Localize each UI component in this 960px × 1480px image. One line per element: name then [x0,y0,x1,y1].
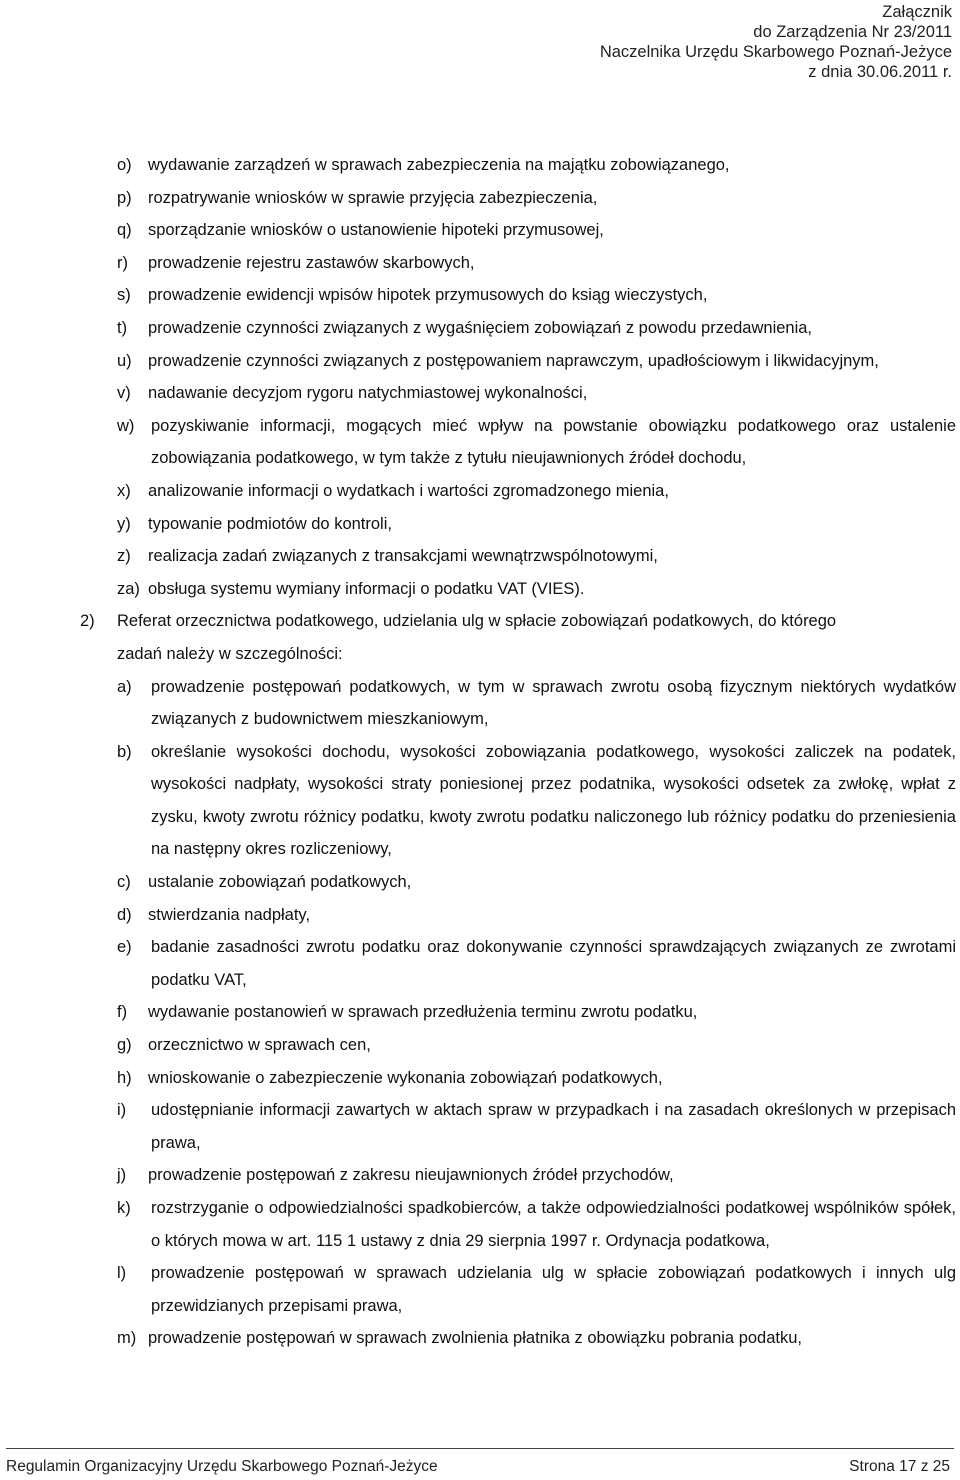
header-order-number: do Zarządzenia Nr 23/2011 [753,23,952,41]
list-item: g) orzecznictwo w sprawach cen, [117,1036,371,1055]
header-attachment: Załącznik [882,3,952,21]
task-list [0,149,960,1355]
list-item: e) badanie zasadności zwrotu podatku oraz dokonywanie czynności sprawdzających związanych ze zwrotami podatku VAT, [117,938,956,989]
list-item: i) udostępnianie informacji zawartych w aktach spraw w przypadkach i na zasadach określonych w przepisach prawa, [117,1101,956,1152]
list-item: w) pozyskiwanie informacji, mogących mieć wpływ na powstanie obowiązku podatkowego oraz ustalenie zobowiązania podatkowego, w tym także z tytułu nieujawnionych źródeł dochodu, [117,416,956,468]
list-item: u) prowadzenie czynności związanych z postępowaniem naprawczym, upadłościowym i likwidacyjnym, [117,351,879,370]
document-header [600,2,952,82]
list-item: f) wydawanie postanowień w sprawach przedłużenia terminu zwrotu podatku, [117,1003,698,1022]
page-number: Strona 17 z 25 [849,1458,950,1475]
list-item: t) prowadzenie czynności związanych z wygaśnięciem zobowiązań z powodu przedawnienia, [117,318,813,337]
footer-document-title: Regulamin Organizacyjny Urzędu Skarbowego Poznań-Jeżyce [6,1458,438,1475]
list-item: a) prowadzenie postępowań podatkowych, w tym w sprawach zwrotu osobą fizycznym niektórych wydatków związanych z budownictwem mieszkaniowym, [117,677,956,729]
list-item: z) realizacja zadań związanych z transakcjami wewnątrzwspólnotowymi, [117,547,658,566]
header-date: z dnia 30.06.2011 r. [808,63,952,81]
list-item: q) sporządzanie wniosków o ustanowienie hipoteki przymusowej, [117,221,604,240]
list-item: s) prowadzenie ewidencji wpisów hipotek przymusowych do ksiąg wieczystych, [117,286,708,305]
list-item: d) stwierdzania nadpłaty, [117,905,311,924]
list-item: v) nadawanie decyzjom rygoru natychmiastowej wykonalności, [117,384,588,403]
section-heading-line1: Referat orzecznictwa podatkowego, udzielania ulg w spłacie zobowiązań podatkowych, do którego [117,612,837,631]
list-item: j) prowadzenie postępowań z zakresu nieujawnionych źródeł przychodów, [117,1166,674,1185]
list-item: x) analizowanie informacji o wydatkach i wartości zgromadzonego mienia, [117,481,669,500]
list-item: za) obsługa systemu wymiany informacji o podatku VAT (VIES). [117,579,585,598]
list-item: h) wnioskowanie o zabezpieczenie wykonania zobowiązań podatkowych, [117,1068,663,1087]
section-heading: 2) Referat orzecznictwa podatkowego, udzielania ulg w spłacie zobowiązań podatkowych, do którego zadań należy w szczególności: [0,605,960,670]
list-item: y) typowanie podmiotów do kontroli, [117,514,392,533]
list-item: l) prowadzenie postępowań w sprawach udzielania ulg w spłacie zobowiązań podatkowych i innych ulg przewidzianych przepisami prawa, [117,1264,956,1315]
header-office: Naczelnika Urzędu Skarbowego Poznań-Jeżyce [599,43,952,61]
list-item: p) rozpatrywanie wniosków w sprawie przyjęcia zabezpieczenia, [117,188,598,207]
list-item: c) ustalanie zobowiązań podatkowych, [117,873,412,892]
footer-divider [6,1448,954,1449]
list-item: m) prowadzenie postępowań w sprawach zwolnienia płatnika z obowiązku pobrania podatku, [117,1329,802,1348]
list-item: k) rozstrzyganie o odpowiedzialności spadkobierców, a także odpowiedzialności podatkowej wspólników spółek, o których mowa w art. 115 1 ustawy z dnia 29 sierpnia 1997 r. Ordynacja podatkowa, [117,1199,956,1250]
list-item: o) wydawanie zarządzeń w sprawach zabezpieczenia na majątku zobowiązanego, [117,156,730,174]
list-item: b) określanie wysokości dochodu, wysokości zobowiązania podatkowego, wysokości zaliczek na podatek, wysokości nadpłaty, wysokości straty poniesionej przez podatnika, wysokości odsetek za zwłokę, wpłat z zysku, kwoty zwrotu różnicy podatku, kwoty zwrotu podatku naliczonego lub różnicy podatku do przeniesienia na następny okres rozliczeniowy, [117,742,956,859]
list-item: r) prowadzenie rejestru zastawów skarbowych, [117,253,475,272]
section-heading-line2: zadań należy w szczególności: [117,644,343,663]
